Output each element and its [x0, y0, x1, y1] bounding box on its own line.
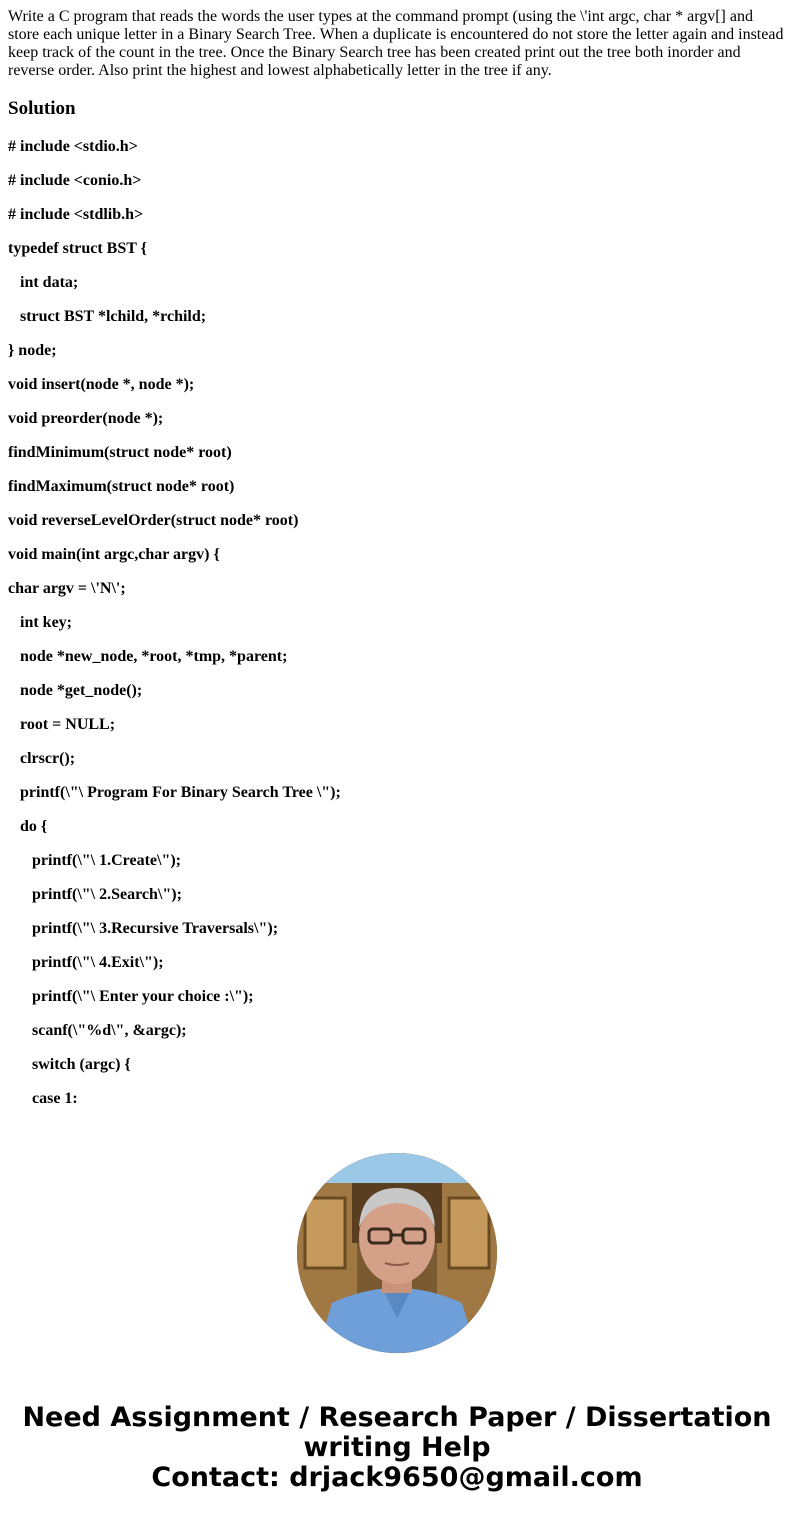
code-line: void main(int argc,char argv) {: [8, 546, 220, 563]
author-avatar: [297, 1153, 497, 1353]
code-line: struct BST *lchild, *rchild;: [8, 308, 207, 325]
code-line: printf(\"\ 1.Create\");: [8, 852, 181, 869]
code-line: # include <conio.h>: [8, 172, 142, 189]
code-line: do {: [8, 818, 48, 835]
promo-banner: [0, 1403, 794, 1493]
code-line: switch (argc) {: [8, 1056, 131, 1073]
code-line: int key;: [8, 614, 72, 631]
code-line: int data;: [8, 274, 79, 291]
solution-heading: Solution: [8, 98, 76, 119]
code-line: clrscr();: [8, 750, 76, 767]
code-line: char argv = \'N\';: [8, 580, 126, 597]
code-line: node *new_node, *root, *tmp, *parent;: [8, 648, 288, 665]
code-line: node *get_node();: [8, 682, 143, 699]
code-line: } node;: [8, 342, 57, 359]
promo-line: Need Assignment / Research Paper / Dissertation: [22, 1402, 772, 1433]
code-line: # include <stdlib.h>: [8, 206, 144, 223]
code-line: printf(\"\ 3.Recursive Traversals\");: [8, 920, 279, 937]
code-line: findMaximum(struct node* root): [8, 478, 235, 495]
code-line: printf(\"\ 2.Search\");: [8, 886, 182, 903]
code-line: void reverseLevelOrder(struct node* root): [8, 512, 299, 529]
promo-contact: Contact: drjack9650@gmail.com: [151, 1462, 643, 1493]
promo-line: writing Help: [303, 1432, 491, 1463]
code-line: case 1:: [8, 1090, 78, 1107]
person-portrait-icon: [297, 1153, 497, 1353]
question-text: Write a C program that reads the words the user types at the command prompt (using the \'int argc, char * argv[] and store each unique letter in a Binary Search Tree. When a duplicate is encountered do not store the letter again and instead keep track of the count in the tree. Once the Binary Search tree has been created print out the tree both inorder and reverse order. Also print the highest and lowest alphabetically letter in the tree if any.: [8, 8, 784, 79]
code-line: typedef struct BST {: [8, 240, 147, 257]
code-line: void insert(node *, node *);: [8, 376, 195, 393]
code-line: root = NULL;: [8, 716, 116, 733]
code-line: scanf(\"%d\", &argc);: [8, 1022, 187, 1039]
code-listing: [8, 138, 786, 1124]
code-line: printf(\"\ Program For Binary Search Tree \");: [8, 784, 341, 801]
code-line: findMinimum(struct node* root): [8, 444, 232, 461]
code-line: printf(\"\ 4.Exit\");: [8, 954, 164, 971]
code-line: # include <stdio.h>: [8, 138, 138, 155]
code-line: void preorder(node *);: [8, 410, 164, 427]
code-line: printf(\"\ Enter your choice :\");: [8, 988, 254, 1005]
